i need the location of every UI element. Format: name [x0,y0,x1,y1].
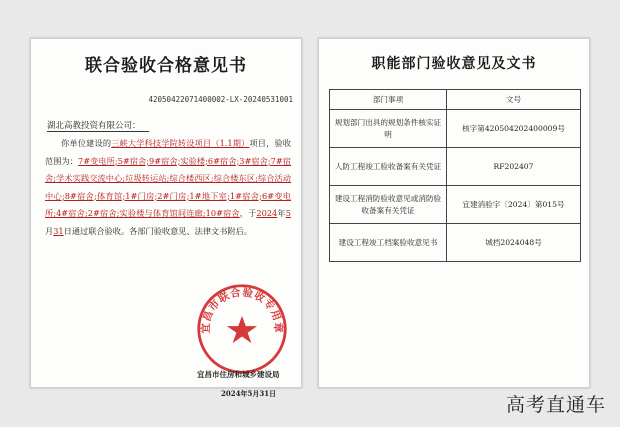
addressee: 湖北高教投资有限公司： [47,119,149,132]
row-item: 规划部门出具的规划条件核实证明 [330,110,447,148]
table-header-row [330,90,581,110]
row-item: 建设工程消防验收意见或消防验收备案有关凭证 [330,186,447,224]
table-row [330,148,581,186]
department-opinions-page [318,38,590,388]
watermark-text: 高考直通车 [505,394,606,416]
closing-text: 日通过联合验收。各部门验收意见、法律文书附后。 [63,225,252,236]
opinions-table [329,89,581,262]
project-name: 三峡大学科技学院转设项目（1.1期） [111,138,250,148]
row-doc-number: 城档2024048号 [447,224,581,262]
document-number: 42050422071400002-LX-20240531001 [148,95,293,104]
month-unit: 月 [45,225,54,236]
item-text: 项目， [249,138,275,148]
acceptance-day: 31 [53,225,64,236]
issuing-authority: 宜昌市住房和城乡建设局 [197,370,280,379]
acceptance-scope: 7#变电所;5#宿舍;9#宿舍;实验楼;6#宿舍;3#宿舍;7#宿舍;学术实践交流中心;垃圾转运站;综合楼西区;综合楼东区;综合活动中心;8#宿舍;体育馆;1#门房;2#门房;1#地下室;1#宿舍;6#变电所;4#宿舍;2#宿舍;实验楼与体育馆间连廊;10#宿舍 [45,155,291,218]
table-row [330,224,581,262]
sep-text: ，于 [239,208,257,218]
seal-text: 宜昌市联合验收专用章 [199,286,285,334]
intro-text: 你单位建设的 [61,138,112,148]
acceptance-certificate-page [30,38,302,398]
row-doc-number: 宜建消验字〔2024〕第015号 [447,186,581,224]
column-header-doc: 文号 [447,90,581,110]
row-doc-number: RF202407 [447,148,581,186]
official-seal-icon [195,282,289,376]
table-row [330,186,581,224]
certificate-body [45,135,291,240]
column-header-item: 部门事项 [330,90,447,110]
opinions-title: 职能部门验收意见及文书 [371,56,537,72]
acceptance-month: 5 [285,208,291,218]
row-doc-number: 核字第420504202400009号 [447,110,581,148]
certificate-title: 联合验收合格意见书 [85,56,247,76]
scope-label: 验收范围为： [45,138,291,166]
table-row [330,110,581,148]
issue-date: 2024年5月31日 [221,389,277,398]
row-item: 人防工程竣工验收备案有关凭证 [330,148,447,186]
year-unit: 年 [277,208,286,218]
acceptance-year: 2024 [256,208,278,218]
row-item: 建设工程竣工档案验收意见书 [330,224,447,262]
